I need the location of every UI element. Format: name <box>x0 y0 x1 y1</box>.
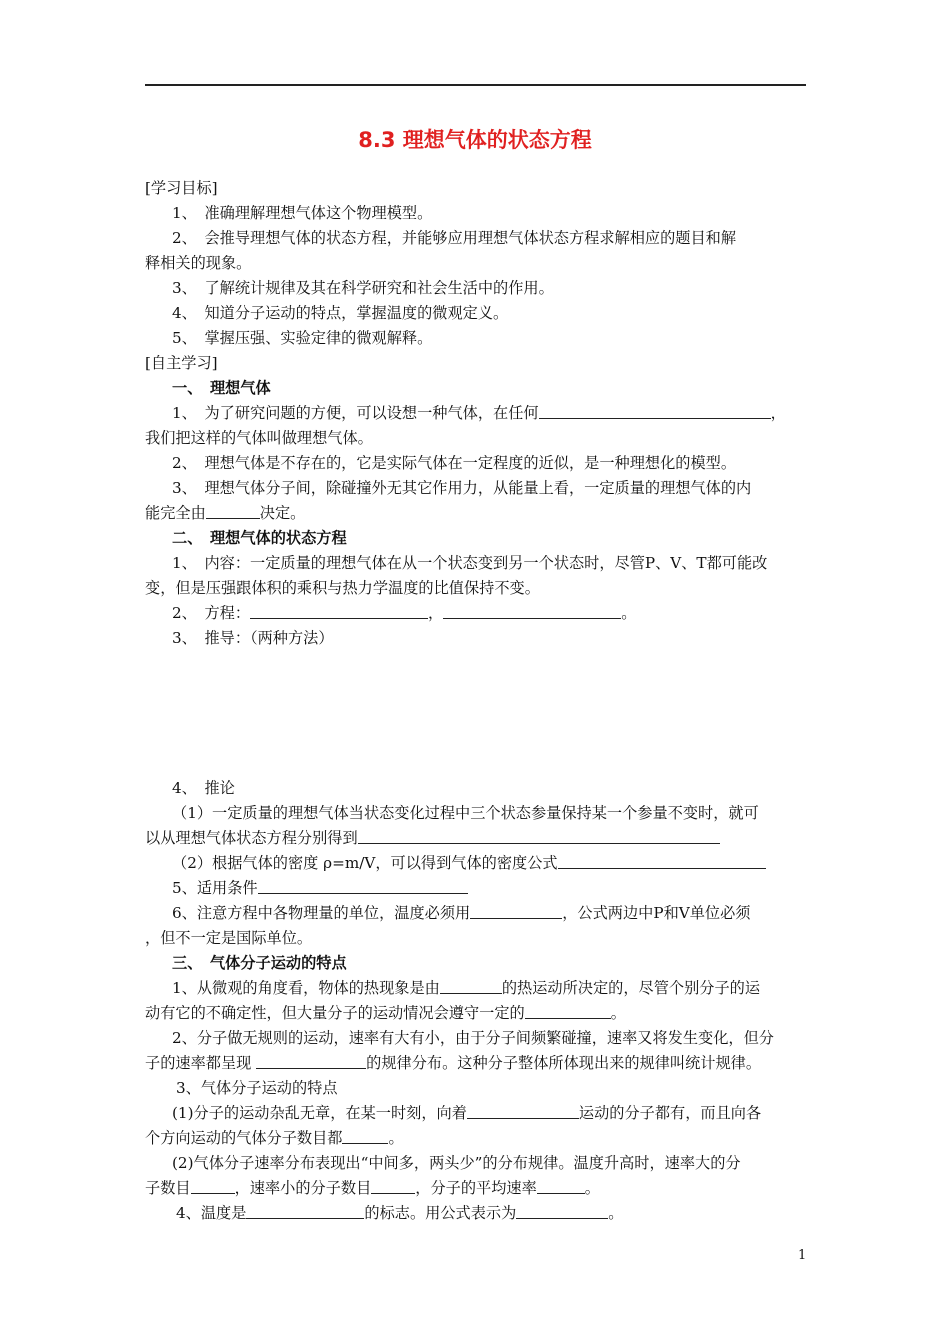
goal-item: 2、 会推导理想气体的状态方程，并能够应用理想气体状态方程求解相应的题目和解 <box>172 229 737 247</box>
section-heading: 二、 理想气体的状态方程 <box>172 529 347 547</box>
blank[interactable] <box>440 979 502 994</box>
paragraph-line: 1、 为了研究问题的方便，可以设想一种气体，在任何 ， <box>172 404 786 422</box>
goals-heading: [学习目标] <box>145 179 218 197</box>
blank[interactable] <box>250 604 428 619</box>
blank[interactable] <box>558 854 766 869</box>
blank[interactable] <box>443 604 621 619</box>
paragraph-line: 2、 理想气体是不存在的，它是实际气体在一定程度的近似，是一种理想化的模型。 <box>172 454 737 472</box>
blank[interactable] <box>371 1179 415 1194</box>
paragraph-line: 以从理想气体状态方程分别得到 <box>145 828 810 848</box>
blank[interactable] <box>191 1179 235 1194</box>
blank[interactable] <box>358 829 720 844</box>
blank[interactable] <box>537 1179 585 1194</box>
blank[interactable] <box>467 1104 579 1119</box>
section-heading: 三、 气体分子运动的特点 <box>172 954 347 972</box>
paragraph-line: 个方向运动的气体分子数目都 。 <box>145 1129 404 1147</box>
self-study-heading: [自主学习] <box>145 354 218 372</box>
blank[interactable] <box>525 1004 611 1019</box>
paragraph-line: 2、分子做无规则的运动，速率有大有小，由于分子间频繁碰撞，速率又将发生变化，但分 <box>172 1029 774 1047</box>
paragraph-line: 3、 推导：（两种方法） <box>172 629 334 647</box>
blank[interactable] <box>516 1204 608 1219</box>
goal-item: 5、 掌握压强、实验定律的微观解释。 <box>172 329 433 347</box>
blank[interactable] <box>246 1204 364 1219</box>
paragraph-line: 6、注意方程中各物理量的单位，温度必须用 ，公式两边中P和V单位必须 <box>172 904 751 922</box>
paragraph-line: 3、 理想气体分子间，除碰撞外无其它作用力，从能量上看，一定质量的理想气体的内 <box>172 479 752 497</box>
paragraph-line: （2）根据气体的密度 ρ=m/V，可以得到气体的密度公式 <box>172 853 837 873</box>
page-title: 8.3 理想气体的状态方程 <box>358 128 592 152</box>
paragraph-line: 能完全由 决定。 <box>145 504 306 522</box>
paragraph-line: 我们把这样的气体叫做理想气体。 <box>145 429 373 447</box>
paragraph-line: 4、 推论 <box>172 779 235 797</box>
blank[interactable] <box>342 1129 388 1144</box>
paragraph-line: 子数目 ，速率小的分子数目 ，分子的平均速率 。 <box>145 1179 600 1197</box>
goal-item: 4、 知道分子运动的特点，掌握温度的微观定义。 <box>172 304 509 322</box>
blank[interactable] <box>539 404 771 419</box>
page-number: 1 <box>798 1248 807 1263</box>
paragraph-line: （1）一定质量的理想气体当状态变化过程中三个状态参量保持某一个参量不变时，就可 <box>172 804 759 822</box>
paragraph-line: 5、适用条件 <box>172 878 837 898</box>
paragraph-line: ，但不一定是国际单位。 <box>145 929 313 947</box>
paragraph-line: (1)分子的运动杂乱无章，在某一时刻，向着 运动的分子都有，而且向各 <box>172 1104 762 1122</box>
blank[interactable] <box>256 1054 366 1069</box>
paragraph-line: 1、从微观的角度看，物体的热现象是由 的热运动所决定的，尽管个别分子的运 <box>172 979 761 997</box>
blank[interactable] <box>206 504 260 519</box>
paragraph-line: 动有它的不确定性，但大量分子的运动情况会遵守一定的 。 <box>145 1004 626 1022</box>
paragraph-line: 子的速率都呈现 的规律分布。这种分子整体所体现出来的规律叫统计规律。 <box>145 1054 762 1072</box>
section-heading: 一、 理想气体 <box>172 379 271 397</box>
goal-item: 3、 了解统计规律及其在科学研究和社会生活中的作用。 <box>172 279 554 297</box>
header-rule <box>145 84 806 86</box>
paragraph-line: 变，但是压强跟体积的乘积与热力学温度的比值保持不变。 <box>145 579 540 597</box>
paragraph-line: 3、气体分子运动的特点 <box>176 1079 338 1097</box>
paragraph-line: (2)气体分子速率分布表现出“中间多，两头少”的分布规律。温度升高时，速率大的分 <box>172 1154 741 1172</box>
paragraph-line: 1、 内容：一定质量的理想气体在从一个状态变到另一个状态时，尽管P、V、T都可能改 <box>172 554 768 572</box>
blank[interactable] <box>470 904 562 919</box>
paragraph-line: 2、 方程： ， 。 <box>172 604 637 622</box>
blank[interactable] <box>258 879 468 894</box>
goal-item: 释相关的现象。 <box>145 254 252 272</box>
goal-item: 1、 准确理解理想气体这个物理模型。 <box>172 204 433 222</box>
paragraph-line: 4、温度是 的标志。用公式表示为 。 <box>176 1204 624 1222</box>
